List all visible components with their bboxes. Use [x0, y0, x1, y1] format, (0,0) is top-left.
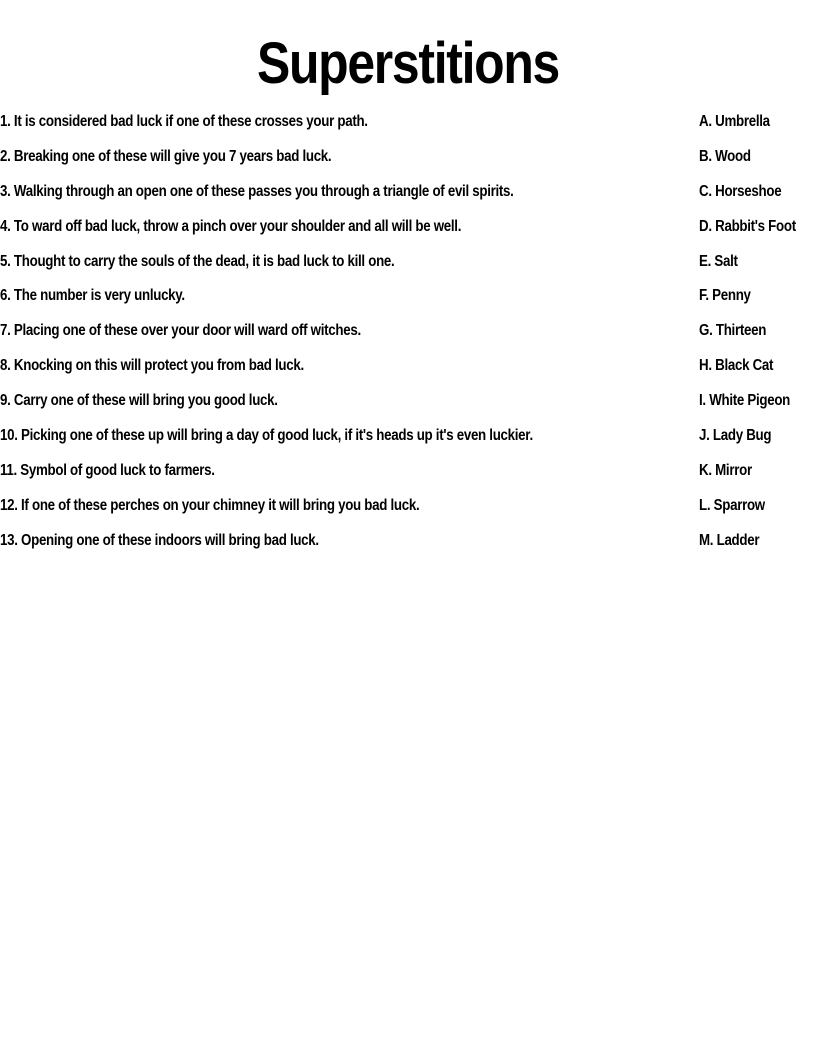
list-item [0, 286, 816, 321]
question-5: 5. Thought to carry the souls of the dead, it is bad luck to kill one. [0, 252, 395, 270]
list-item [0, 461, 816, 496]
question-1: 1. It is considered bad luck if one of these crosses your path. [0, 113, 368, 130]
answer-k: K. Mirror [699, 461, 752, 479]
question-11: 11. Symbol of good luck to farmers. [0, 461, 215, 479]
list-item [0, 321, 816, 356]
answer-c: C. Horseshoe [699, 182, 782, 200]
answer-j: J. Lady Bug [699, 427, 772, 445]
answer-f: F. Penny [699, 287, 751, 305]
answer-b: B. Wood [699, 147, 751, 165]
question-2: 2. Breaking one of these will give you 7 years bad luck. [0, 147, 332, 165]
question-9: 9. Carry one of these will bring you good luck. [0, 392, 278, 410]
list-item [0, 252, 816, 287]
question-10: 10. Picking one of these up will bring a day of good luck, if it's heads up it's even luckier. [0, 427, 533, 445]
answer-i: I. White Pigeon [699, 392, 791, 410]
question-8: 8. Knocking on this will protect you from bad luck. [0, 357, 304, 375]
question-13: 13. Opening one of these indoors will bring bad luck. [0, 531, 319, 549]
question-3: 3. Walking through an open one of these passes you through a triangle of evil spirits. [0, 182, 514, 200]
answer-a: A. Umbrella [699, 113, 770, 130]
question-4: 4. To ward off bad luck, throw a pinch over your shoulder and all will be well. [0, 217, 462, 235]
list-item [0, 391, 816, 426]
answer-g: G. Thirteen [699, 322, 767, 340]
question-12: 12. If one of these perches on your chimney it will bring you bad luck. [0, 496, 420, 514]
answer-e: E. Salt [699, 252, 738, 270]
question-7: 7. Placing one of these over your door will ward off witches. [0, 322, 361, 340]
answer-d: D. Rabbit's Foot [699, 217, 796, 235]
list-item [0, 217, 816, 252]
page-title: Superstitions [257, 31, 559, 96]
answer-h: H. Black Cat [699, 357, 774, 375]
list-item [0, 112, 816, 147]
answer-l: L. Sparrow [699, 496, 765, 514]
list-item [0, 531, 816, 566]
question-6: 6. The number is very unlucky. [0, 287, 185, 305]
matching-list [0, 112, 816, 566]
list-item [0, 426, 816, 461]
list-item [0, 147, 816, 182]
answer-m: M. Ladder [699, 531, 760, 549]
list-item [0, 356, 816, 391]
list-item [0, 496, 816, 531]
list-item [0, 182, 816, 217]
